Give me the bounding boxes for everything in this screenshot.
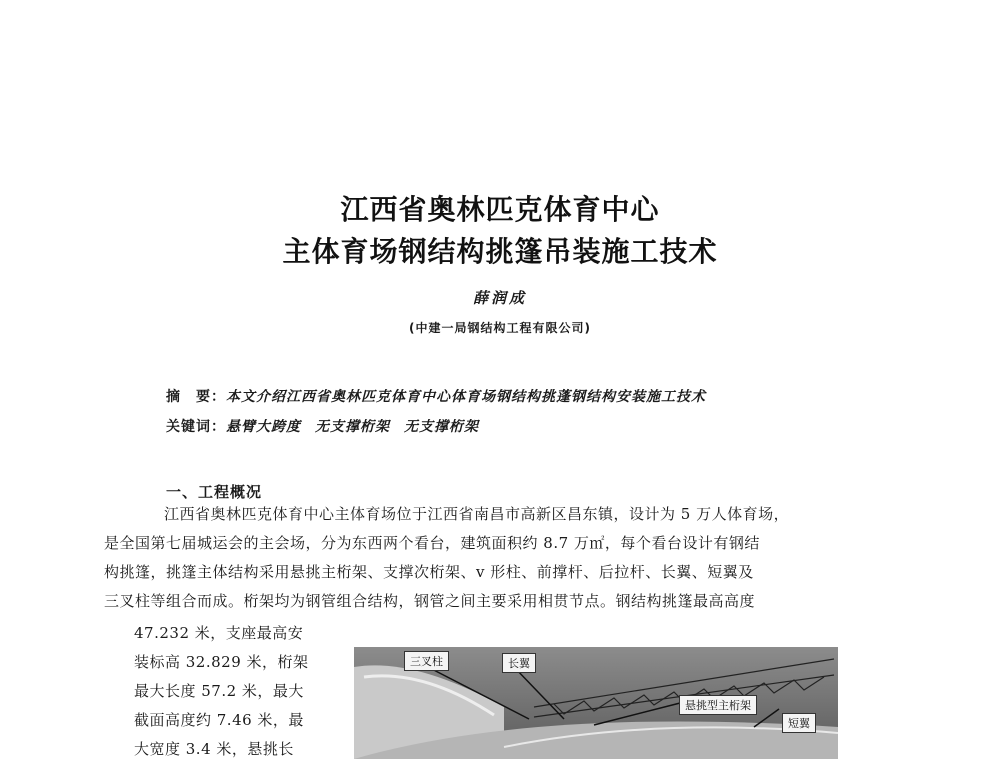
body-paragraph (104, 500, 876, 616)
label-main-truss: 悬挑型主桁架 (679, 695, 757, 715)
abstract (166, 386, 706, 406)
abstract-label: 摘 要： (166, 389, 226, 405)
keywords (166, 416, 493, 436)
paper-title-line-2: 主体育场钢结构挑篷吊装施工技术 (282, 235, 718, 268)
keyword-item: 无支撑桁架 (404, 419, 479, 435)
paragraph-line: 是全国第七届城运会的主会场，分为东西两个看台，建筑面积约 8.7 万㎡，每个看台设计有钢结 (104, 534, 760, 552)
label-long-wing: 长翼 (502, 653, 536, 673)
author-name: 薛润成 (472, 289, 527, 307)
section-heading: 一、工程概况 (166, 483, 263, 501)
paragraph-line: 大宽度 3.4 米，悬挑长 (134, 740, 294, 758)
paragraph-line: 江西省奥林匹克体育中心主体育场位于江西省南昌市高新区昌东镇，设计为 5 万人体育场， (164, 505, 790, 523)
abstract-text: 本文介绍江西省奥林匹克体育中心体育场钢结构挑蓬钢结构安装施工技术 (226, 389, 706, 405)
label-trident-column: 三叉柱 (404, 651, 449, 671)
label-short-wing: 短翼 (782, 713, 816, 733)
paragraph-line: 截面高度约 7.46 米，最 (134, 711, 304, 729)
wrapped-text-column (134, 619, 334, 764)
structure-photo (354, 647, 838, 759)
author-affiliation: (中建一局钢结构工程有限公司) (409, 321, 591, 335)
keywords-label: 关键词： (166, 419, 226, 435)
paragraph-line: 构挑篷，挑篷主体结构采用悬挑主桁架、支撑次桁架、v 形柱、前撑杆、后拉杆、长翼、短翼及 (104, 563, 754, 581)
paper-title-line-1: 江西省奥林匹克体育中心 (340, 193, 660, 226)
keyword-item: 无支撑桁架 (315, 419, 390, 435)
paragraph-line: 装标高 32.829 米，桁架 (134, 653, 309, 671)
paragraph-line: 47.232 米，支座最高安 (134, 624, 304, 642)
keyword-item: 悬臂大跨度 (226, 419, 301, 435)
paragraph-line: 三叉柱等组合而成。桁架均为钢管组合结构，钢管之间主要采用相贯节点。钢结构挑篷最高高度 (104, 592, 756, 610)
paragraph-line: 最大长度 57.2 米，最大 (134, 682, 304, 700)
